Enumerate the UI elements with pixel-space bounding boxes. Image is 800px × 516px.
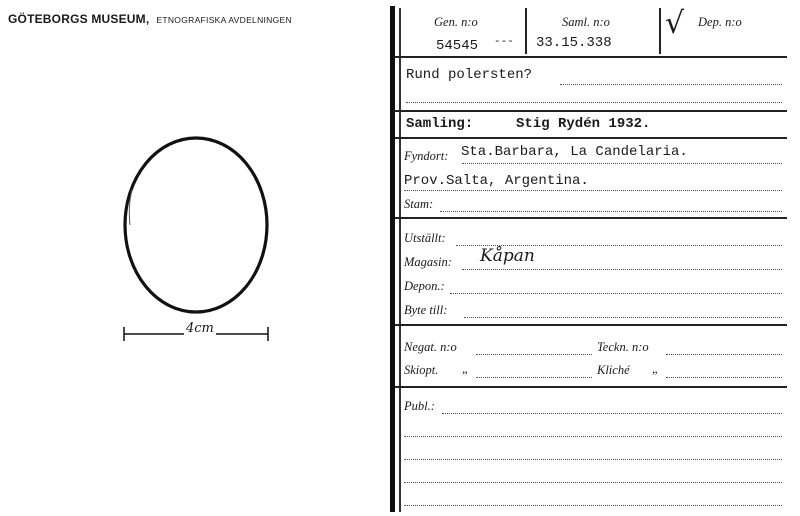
card-inner-line (399, 8, 401, 512)
magasin-value: Kåpan (480, 246, 535, 266)
check-mark: √ (665, 6, 685, 41)
kliche-label: Kliché (597, 363, 630, 377)
museum-name: GÖTEBORGS MUSEUM, (8, 12, 150, 26)
collection-value: Stig Rydén 1932. (516, 116, 651, 132)
saml-label: Saml. n:o (562, 15, 610, 29)
dep-label: Dep. n:o (698, 15, 742, 29)
ditto-mark-2: „ (652, 362, 659, 376)
stam-label: Stam: (404, 197, 434, 211)
depon-label: Depon.: (404, 279, 445, 293)
fyndort-line2: Prov.Salta, Argentina. (404, 173, 589, 189)
fyndort-label: Fyndort: (404, 149, 449, 163)
object-name: Rund polersten? (406, 67, 533, 83)
museum-header (8, 10, 292, 28)
utstallt-label: Utställt: (404, 231, 446, 245)
gen-label: Gen. n:o (434, 15, 478, 29)
magasin-label: Magasin: (404, 255, 452, 269)
collection-label: Samling: (406, 116, 474, 132)
fyndort-line1: Sta.Barbara, La Candelaria. (461, 144, 688, 160)
artifact-drawing (110, 125, 285, 355)
card-left-border (390, 6, 395, 512)
scale-label: 4cm (186, 321, 214, 336)
skiopt-label: Skiopt. (404, 363, 439, 377)
divider-saml-dep (659, 8, 661, 54)
gen-value: 54545 (436, 38, 479, 54)
divider-gen-saml (525, 8, 527, 54)
teckn-label: Teckn. n:o (597, 340, 649, 354)
saml-value: 33.15.338 (536, 35, 612, 51)
byte-label: Byte till: (404, 303, 448, 317)
negat-label: Negat. n:o (404, 340, 457, 354)
museum-department: ETNOGRAFISKA AVDELNINGEN (156, 15, 292, 25)
gen-dash: --- (494, 36, 514, 48)
catalog-card (390, 6, 790, 512)
publ-label: Publ.: (404, 399, 435, 413)
ditto-mark-1: „ (462, 362, 469, 376)
